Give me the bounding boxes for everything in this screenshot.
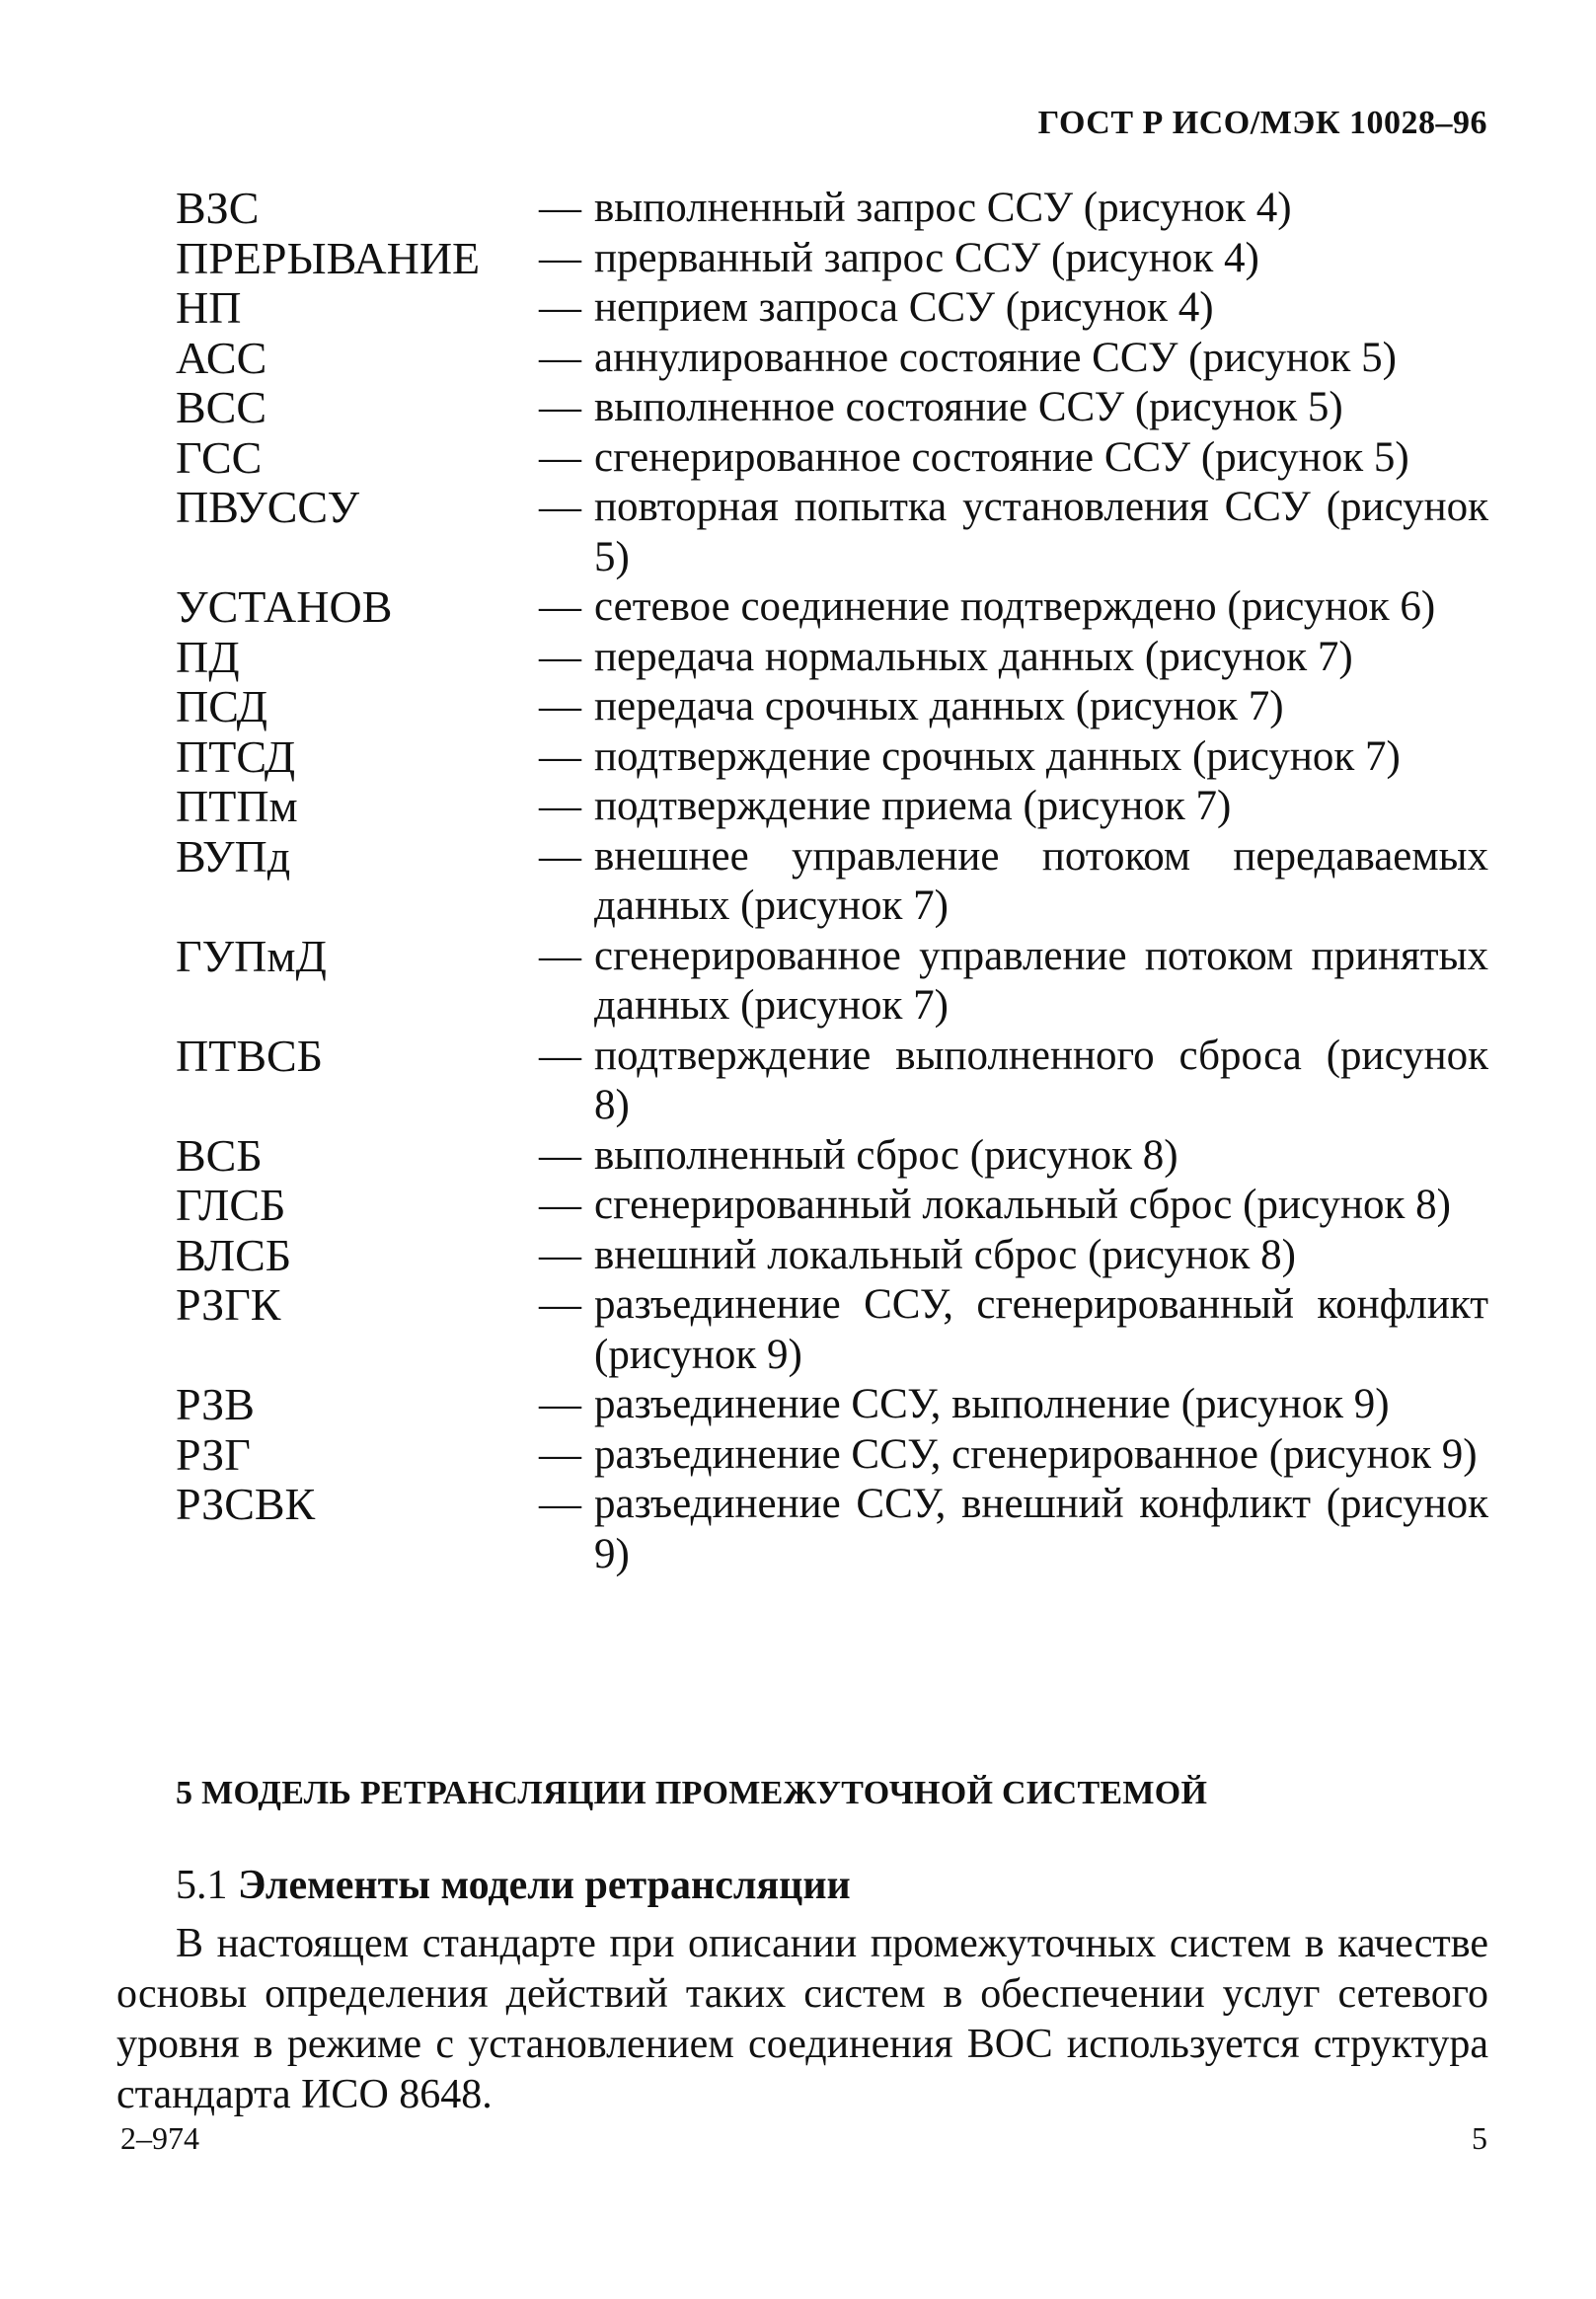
abbreviation-term: ПТСД: [176, 730, 296, 782]
em-dash: —: [539, 633, 581, 680]
definition-text: передача срочных данных (рисунок 7): [594, 683, 1284, 729]
subsection-number: 5.1: [176, 1863, 228, 1908]
em-dash: —: [539, 732, 581, 780]
em-dash: —: [539, 1430, 581, 1478]
em-dash: —: [539, 185, 581, 231]
section-title: 5 МОДЕЛЬ РЕТРАНСЛЯЦИИ ПРОМЕЖУТОЧНОЙ СИСТЕМОЙ: [176, 1775, 1208, 1811]
abbreviation-definition: [539, 832, 1488, 932]
abbreviation-term: ВУПд: [176, 830, 291, 881]
abbreviation-row: [176, 1380, 1488, 1430]
abbreviation-definition: [539, 1231, 1488, 1281]
em-dash: —: [539, 433, 581, 481]
abbreviation-term: ПРЕРЫВАНИЕ: [176, 232, 481, 283]
abbreviation-term: РЗГ: [176, 1428, 251, 1480]
abbreviation-definition: [539, 582, 1488, 633]
em-dash: —: [539, 1032, 581, 1079]
abbreviation-term: ПТПм: [176, 781, 298, 831]
definition-text: сетевое соединение подтверждено (рисунок 6): [594, 583, 1436, 630]
abbreviation-row: [176, 582, 1488, 633]
abbreviation-definition: [539, 1380, 1488, 1430]
em-dash: —: [539, 1281, 581, 1328]
em-dash: —: [539, 284, 581, 331]
abbreviation-row: [176, 1181, 1488, 1231]
abbreviation-term: ПТВСБ: [176, 1030, 324, 1081]
em-dash: —: [539, 683, 581, 729]
abbreviation-definition: [539, 184, 1488, 234]
abbreviation-term: ГСС: [176, 431, 263, 483]
definition-text: разъединение ССУ, сгенерированное (рисунок 9): [594, 1430, 1478, 1478]
em-dash: —: [539, 783, 581, 829]
body-paragraph: В настоящем стандарте при описании промежуточных систем в качестве основы определения действий таких систем в обеспечении услуг сетевого уровня в режиме с установлением соединения ВОС используется структура стандарта ИСО 8648.: [116, 1921, 1488, 2117]
abbreviation-definition: [539, 633, 1488, 683]
abbreviation-definition: [539, 782, 1488, 832]
abbreviation-list: [176, 184, 1488, 1579]
definition-text: внешнее управление потоком передаваемых данных (рисунок 7): [594, 832, 1488, 929]
abbreviation-row: [176, 1131, 1488, 1182]
abbreviation-definition: [539, 1181, 1488, 1231]
abbreviation-row: [176, 383, 1488, 433]
definition-text: разъединение ССУ, сгенерированный конфликт (рисунок 9): [594, 1281, 1488, 1378]
abbreviation-row: [176, 1280, 1488, 1380]
definition-text: внешний локальный сброс (рисунок 8): [594, 1231, 1296, 1278]
abbreviation-definition: [539, 1280, 1488, 1380]
abbreviation-definition: [539, 1480, 1488, 1579]
abbreviation-row: [176, 234, 1488, 284]
abbreviation-row: [176, 184, 1488, 234]
definition-text: разъединение ССУ, выполнение (рисунок 9): [594, 1381, 1390, 1427]
abbreviation-definition: [539, 383, 1488, 433]
definition-text: прерванный запрос ССУ (рисунок 4): [594, 234, 1259, 281]
abbreviation-definition: [539, 932, 1488, 1032]
abbreviation-row: [176, 832, 1488, 932]
abbreviation-term: ПСД: [176, 681, 267, 731]
em-dash: —: [539, 1381, 581, 1427]
em-dash: —: [539, 932, 581, 979]
abbreviation-term: АСС: [176, 332, 267, 383]
abbreviation-term: НП: [176, 282, 242, 333]
abbreviation-term: ПД: [176, 631, 240, 682]
definition-text: аннулированное состояние ССУ (рисунок 5): [594, 334, 1397, 381]
abbreviation-row: [176, 1032, 1488, 1131]
em-dash: —: [539, 1481, 581, 1527]
definition-text: неприем запроса ССУ (рисунок 4): [594, 284, 1214, 331]
abbreviation-definition: [539, 334, 1488, 384]
abbreviation-term: РЗСВК: [176, 1479, 316, 1529]
abbreviation-definition: [539, 234, 1488, 284]
abbreviation-row: [176, 1480, 1488, 1579]
abbreviation-row: [176, 1231, 1488, 1281]
abbreviation-row: [176, 334, 1488, 384]
abbreviation-term: ПВУССУ: [176, 482, 360, 532]
abbreviation-row: [176, 732, 1488, 783]
definition-text: подтверждение приема (рисунок 7): [594, 783, 1232, 829]
definition-text: подтверждение выполненного сброса (рисунок 8): [594, 1032, 1488, 1128]
abbreviation-definition: [539, 483, 1488, 582]
em-dash: —: [539, 1231, 581, 1278]
definition-text: сгенерированное управление потоком принятых данных (рисунок 7): [594, 932, 1488, 1029]
subsection-heading: [176, 1862, 851, 1909]
em-dash: —: [539, 484, 581, 530]
abbreviation-definition: [539, 283, 1488, 334]
em-dash: —: [539, 234, 581, 281]
print-code: 2–974: [120, 2120, 199, 2156]
em-dash: —: [539, 384, 581, 430]
abbreviation-term: ВСБ: [176, 1129, 263, 1181]
definition-text: повторная попытка установления ССУ (рисунок 5): [594, 484, 1488, 580]
abbreviation-term: РЗГК: [176, 1279, 281, 1330]
definition-text: выполненный сброс (рисунок 8): [594, 1131, 1178, 1179]
definition-text: разъединение ССУ, внешний конфликт (рисунок 9): [594, 1481, 1488, 1577]
em-dash: —: [539, 334, 581, 381]
abbreviation-term: ВЗС: [176, 183, 260, 233]
abbreviation-definition: [539, 433, 1488, 484]
definition-text: сгенерированный локальный сброс (рисунок 8): [594, 1182, 1451, 1228]
abbreviation-row: [176, 633, 1488, 683]
definition-text: сгенерированное состояние ССУ (рисунок 5): [594, 433, 1409, 481]
abbreviation-row: [176, 483, 1488, 582]
definition-text: выполненное состояние ССУ (рисунок 5): [594, 384, 1343, 430]
abbreviation-definition: [539, 732, 1488, 783]
abbreviation-definition: [539, 1430, 1488, 1481]
definition-text: подтверждение срочных данных (рисунок 7): [594, 732, 1401, 780]
abbreviation-row: [176, 682, 1488, 732]
em-dash: —: [539, 583, 581, 630]
abbreviation-term: УСТАНОВ: [176, 581, 393, 632]
abbreviation-row: [176, 1430, 1488, 1481]
definition-text: передача нормальных данных (рисунок 7): [594, 633, 1353, 680]
abbreviation-term: РЗВ: [176, 1379, 255, 1429]
abbreviation-row: [176, 283, 1488, 334]
page-number: 5: [1472, 2120, 1487, 2156]
abbreviation-term: ВЛСБ: [176, 1229, 292, 1280]
subsection-title: Элементы модели ретрансляции: [238, 1863, 851, 1908]
em-dash: —: [539, 832, 581, 880]
em-dash: —: [539, 1131, 581, 1179]
abbreviation-definition: [539, 682, 1488, 732]
em-dash: —: [539, 1182, 581, 1228]
abbreviation-row: [176, 433, 1488, 484]
abbreviation-row: [176, 782, 1488, 832]
abbreviation-term: ГУПмД: [176, 930, 327, 981]
abbreviation-row: [176, 932, 1488, 1032]
abbreviation-definition: [539, 1131, 1488, 1182]
definition-text: выполненный запрос ССУ (рисунок 4): [594, 185, 1292, 231]
abbreviation-term: ВСС: [176, 382, 267, 432]
abbreviation-term: ГЛСБ: [176, 1180, 286, 1230]
document-header: ГОСТ Р ИСО/МЭК 10028–96: [1037, 105, 1487, 141]
abbreviation-definition: [539, 1032, 1488, 1131]
